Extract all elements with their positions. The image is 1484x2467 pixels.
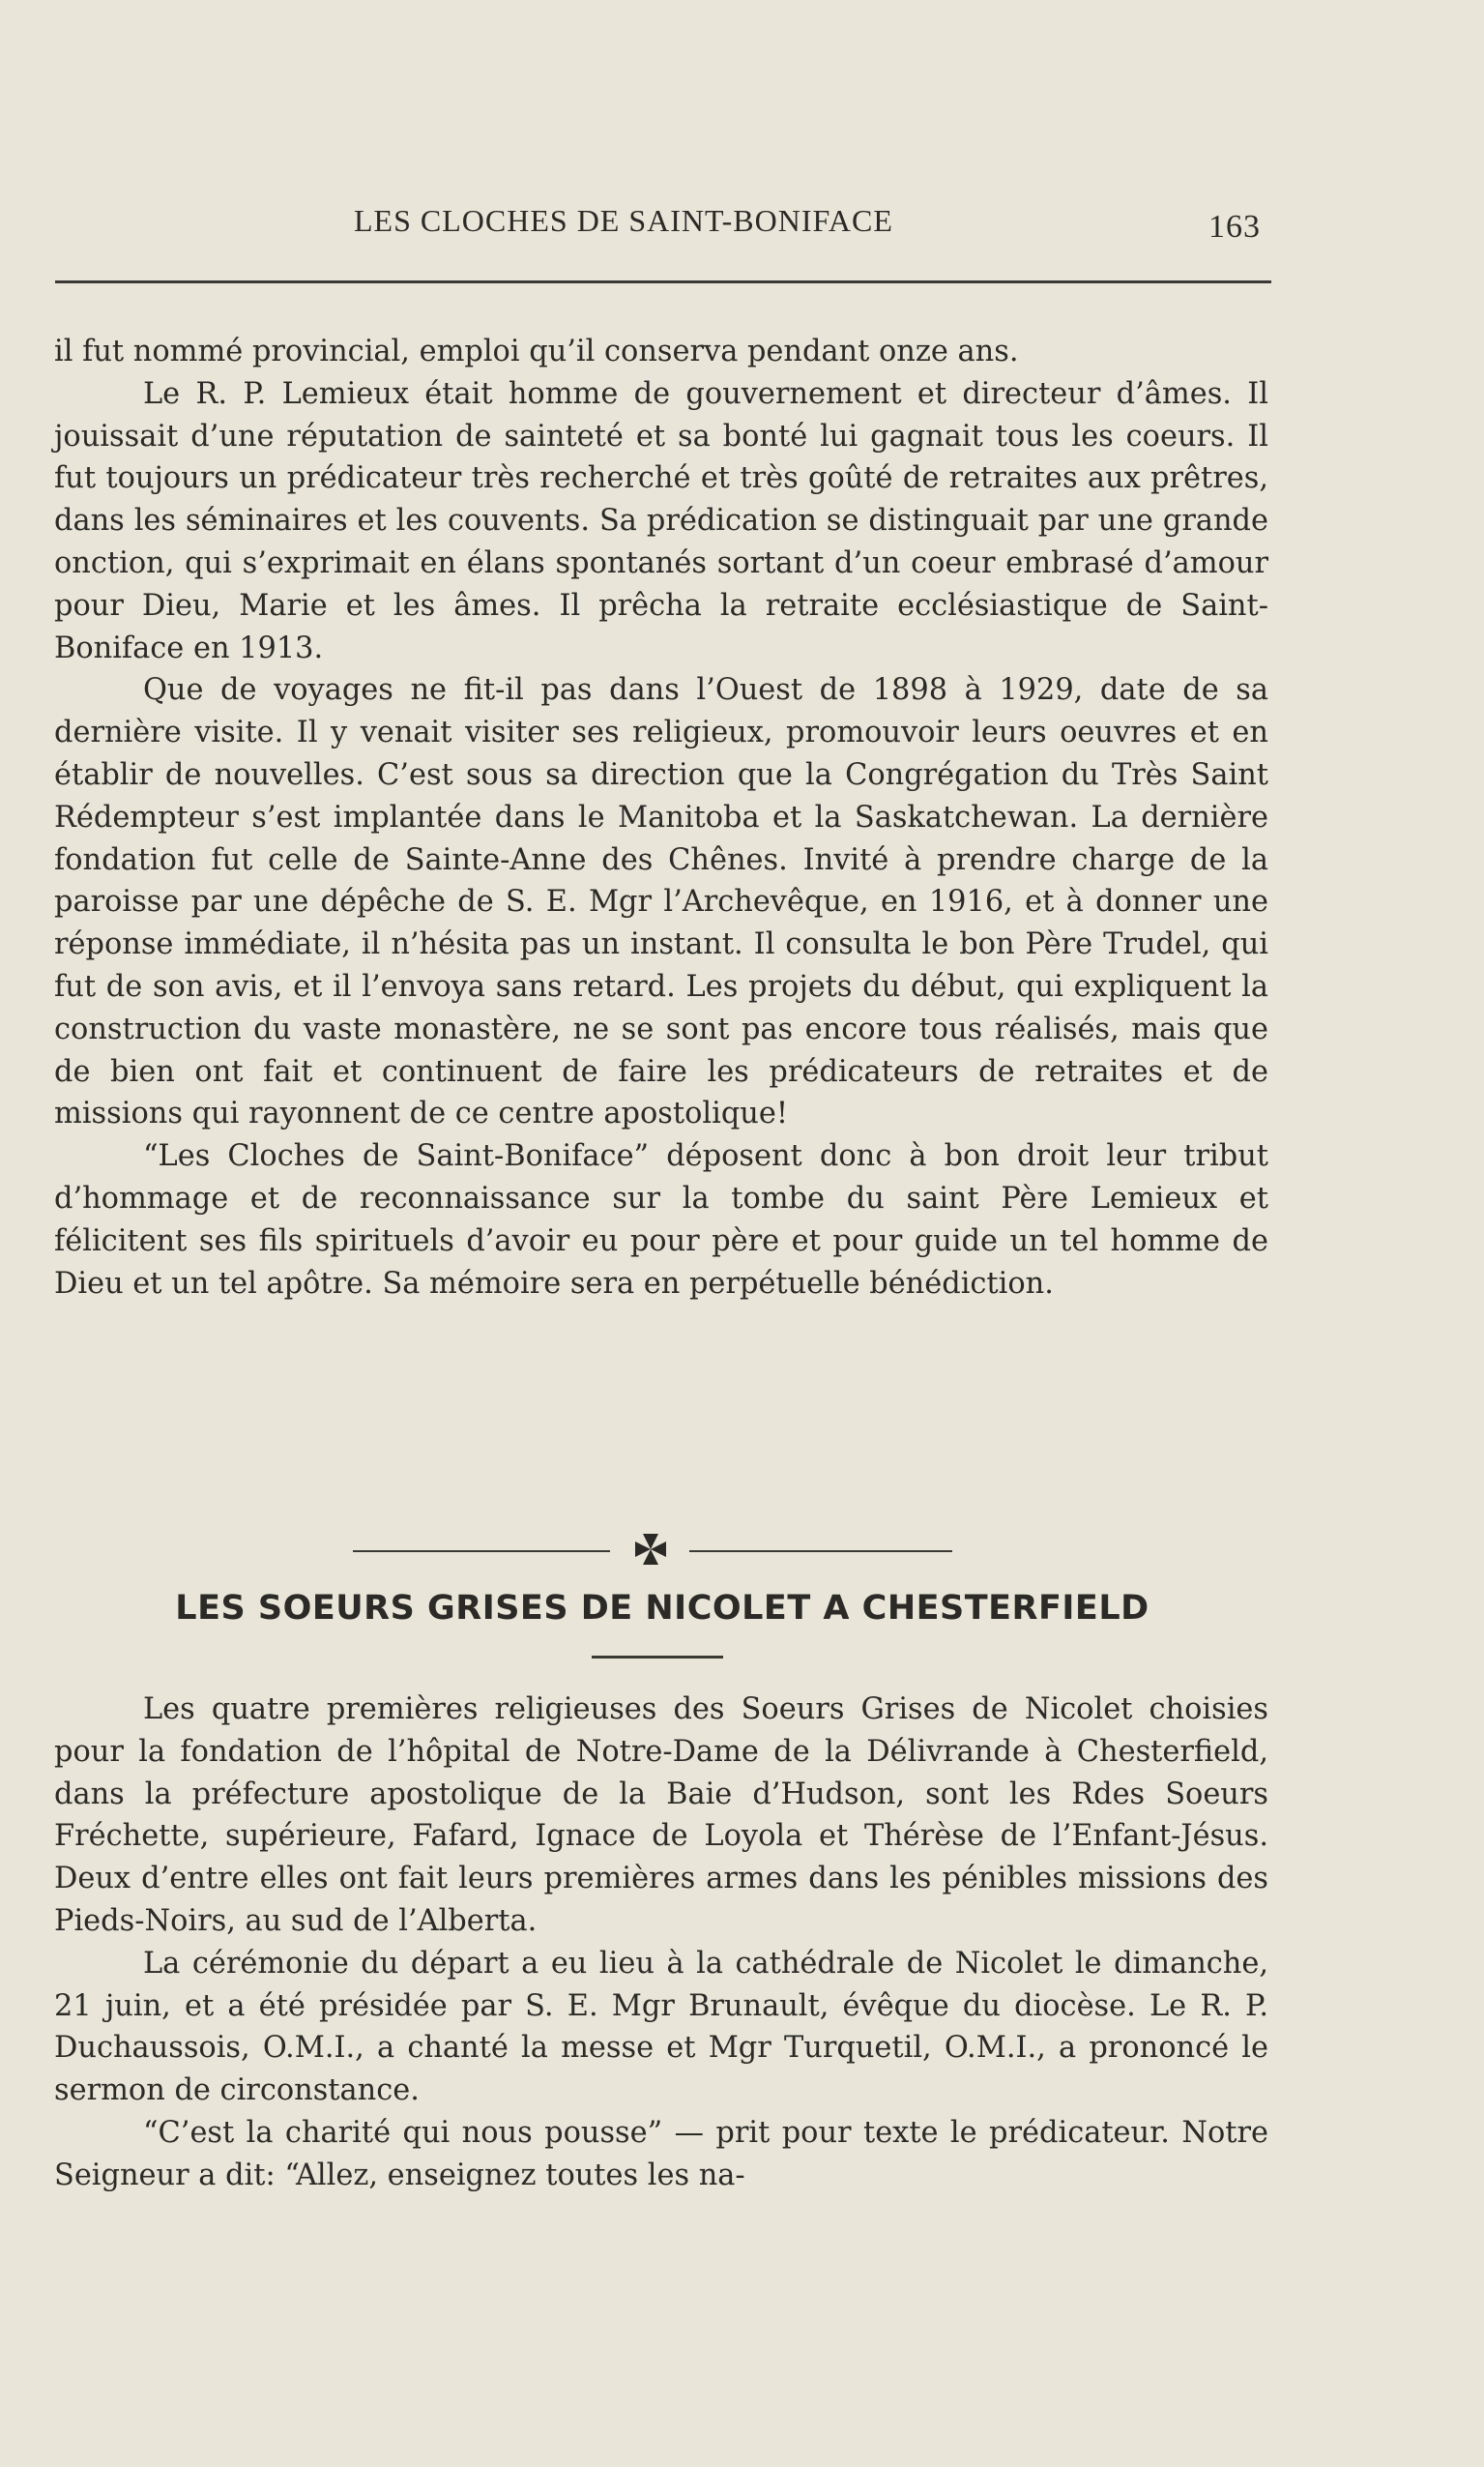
divider-line-left: [353, 1550, 610, 1552]
paragraph: il fut nommé provincial, emploi qu’il conserva pendant onze ans.: [54, 335, 1019, 368]
running-title: LES CLOCHES DE SAINT-BONIFACE: [354, 203, 893, 238]
running-head: [0, 199, 1484, 248]
paragraph: “Les Cloches de Saint-Boniface” déposent donc à bon droit leur tribut d’hommage et de reconnaissance sur la tombe du saint Père Lemieux et félicitent ses fils spirituels d’avoir eu pour père et pour guide un tel homme de Dieu et un tel apôtre. Sa mémoire sera en perpétuelle bénédiction.: [54, 1139, 1268, 1301]
article-2-text: [54, 1689, 1268, 2197]
page-number: 163: [1208, 209, 1261, 245]
header-rule: [55, 280, 1271, 283]
article-2-title: LES SOEURS GRISES DE NICOLET A CHESTERFIELD: [175, 1589, 1149, 1628]
paragraph: Le R. P. Lemieux était homme de gouvernement et directeur d’âmes. Il jouissait d’une réputation de sainteté et sa bonté lui gagnait tous les coeurs. Il fut toujours un prédicateur très recherché et très goûté de retraites aux prêtres, dans les séminaires et les couvents. Sa prédication se distinguait par une grande onction, qui s’exprimait en élans spontanés sortant d’un coeur embrasé d’amour pour Dieu, Marie et les âmes. Il prêcha la retraite ecclésiastique de Saint-Boniface en 1913.: [54, 376, 1268, 665]
divider-line-right: [689, 1550, 952, 1552]
title-rule: [592, 1656, 723, 1659]
paragraph: La cérémonie du départ a eu lieu à la cathédrale de Nicolet le dimanche, 21 juin, et a été présidée par S. E. Mgr Brunault, évêque du diocèse. Le R. P. Duchaussois, O.M.I., a chanté la messe et Mgr Turquetil, O.M.I., a prononcé le sermon de circonstance.: [54, 1946, 1268, 2108]
section-divider: [353, 1530, 952, 1569]
maltese-cross-icon: [631, 1530, 670, 1569]
paragraph: Les quatre premières religieuses des Soeurs Grises de Nicolet choisies pour la fondation de l’hôpital de Notre-Dame de la Délivrande à Chesterfield, dans la préfecture apostolique de la Baie d’Hudson, sont les Rdes Soeurs Fréchette, supérieure, Fafard, Ignace de Loyola et Thérèse de l’Enfant-Jésus. Deux d’entre elles ont fait leurs premières armes dans les pénibles missions des Pieds-Noirs, au sud de l’Alberta.: [54, 1692, 1268, 1938]
paragraph: Que de voyages ne fit-il pas dans l’Ouest de 1898 à 1929, date de sa dernière visite. Il y venait visiter ses religieux, promouvoir leurs oeuvres et en établir de nouvelles. C’est sous sa direction que la Congrégation du Très Saint Rédempteur s’est implantée dans le Manitoba et la Saskatchewan. La dernière fondation fut celle de Sainte-Anne des Chênes. Invité à prendre charge de la paroisse par une dépêche de S. E. Mgr l’Archevêque, en 1916, et à donner une réponse immédiate, il n’hésita pas un instant. Il consulta le bon Père Trudel, qui fut de son avis, et il l’envoya sans retard. Les projets du début, qui expliquent la construction du vaste monastère, ne se sont pas encore tous réalisés, mais que de bien ont fait et continuent de faire les prédicateurs de retraites et de missions qui rayonnent de ce centre apostolique!: [54, 673, 1268, 1131]
article-1-text: [54, 331, 1268, 1305]
paragraph: “C’est la charité qui nous pousse” — prit pour texte le prédicateur. Notre Seigneur a dit: “Allez, enseignez toutes les na-: [54, 2115, 1268, 2192]
